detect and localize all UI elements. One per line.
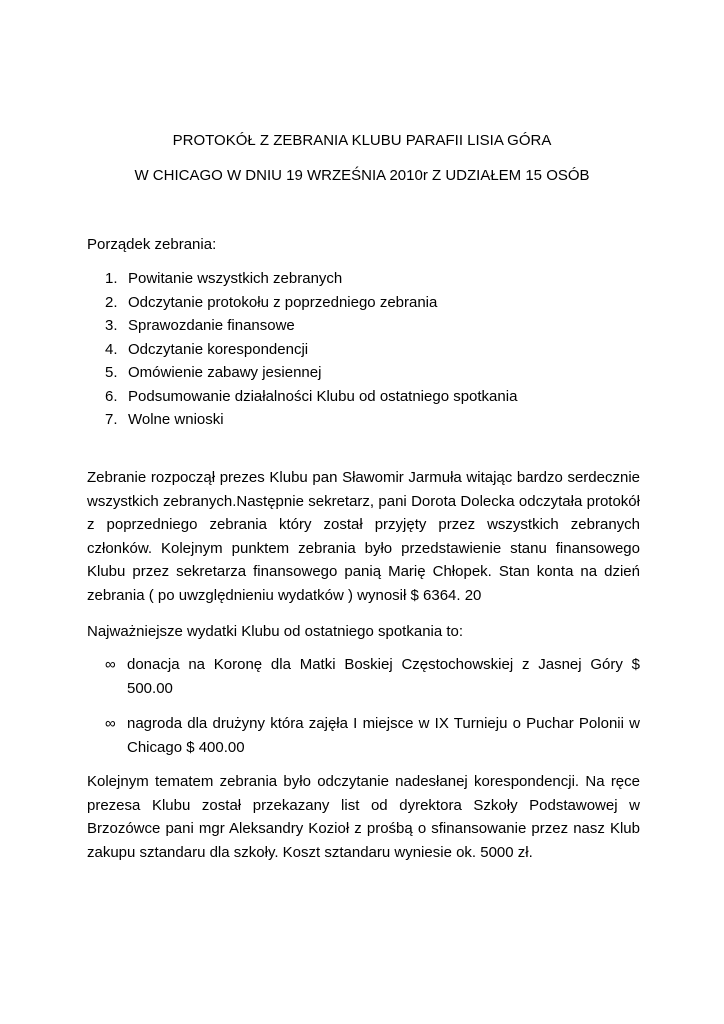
document-title-line-2: W CHICAGO W DNIU 19 WRZEŚNIA 2010r Z UDZIAŁEM 15 OSÓB xyxy=(134,167,590,184)
expense-item-text: nagroda dla drużyny która zajęła I miejsce w IX Turnieju o Puchar Polonii w Chicago $ 400.00 xyxy=(127,715,640,756)
expenses-intro-paragraph: Najważniejsze wydatki Klubu od ostatniego spotkania to: xyxy=(87,623,464,640)
correspondence-paragraph: Kolejnym tematem zebrania było odczytanie nadesłanej korespondencji. Na ręce prezesa Klubu został przekazany list od dyrektora Szkoły Podstawowej w Brzozówce pani mgr Aleksandry Kozioł z prośbą o sfinansowanie przez nasz Klub zakupu sztandaru dla szkoły. Koszt sztandaru wyniesie ok. 5000 zł. xyxy=(87,773,640,861)
infinity-bullet-icon: ∞ xyxy=(105,715,116,732)
agenda-heading: Porządek zebrania: xyxy=(87,236,217,253)
agenda-item-text: Omówienie zabawy jesiennej xyxy=(128,364,322,381)
expense-item xyxy=(87,712,640,759)
agenda-item-number: 2. xyxy=(105,293,118,311)
agenda-item-number: 3. xyxy=(105,317,118,334)
agenda-item-text: Odczytanie korespondencji xyxy=(128,340,309,358)
expenses-list xyxy=(87,653,640,771)
agenda-item-number: 1. xyxy=(105,270,118,287)
expense-item xyxy=(87,653,640,700)
agenda-item-text: Odczytanie protokołu z poprzedniego zebrania xyxy=(128,293,438,311)
infinity-bullet-icon: ∞ xyxy=(105,656,116,673)
agenda-item-text: Powitanie wszystkich zebranych xyxy=(128,270,343,287)
agenda-item-number: 4. xyxy=(105,340,118,358)
meeting-opening-paragraph: Zebranie rozpoczął prezes Klubu pan Sławomir Jarmuła witając bardzo serdecznie wszystkich zebranych.Następnie sekretarz, pani Dorota Dolecka odczytała protokół z poprzedniego zebrania który został przyjęty przez wszystkich zebranych członków. Kolejnym punktem zebrania było przedstawienie stanu finansowego Klubu przez sekretarza finansowego panią Marię Chłopek. Stan konta na dzień zebrania ( po uwzględnieniu wydatków ) wynosił $ 6364. 20 xyxy=(87,469,640,604)
document-title-line-1: PROTOKÓŁ Z ZEBRANIA KLUBU PARAFII LISIA GÓRA xyxy=(172,132,552,149)
agenda-item-number: 5. xyxy=(105,364,118,381)
agenda-item-number: 7. xyxy=(105,411,118,428)
agenda-item-text: Sprawozdanie finansowe xyxy=(128,317,295,334)
agenda-item-text: Wolne wnioski xyxy=(128,411,224,428)
agenda-item-number: 6. xyxy=(105,387,118,405)
expense-item-text: donacja na Koronę dla Matki Boskiej Częstochowskiej z Jasnej Góry $ 500.00 xyxy=(127,656,640,697)
agenda-item-text: Podsumowanie działalności Klubu od ostatniego spotkania xyxy=(128,387,518,405)
